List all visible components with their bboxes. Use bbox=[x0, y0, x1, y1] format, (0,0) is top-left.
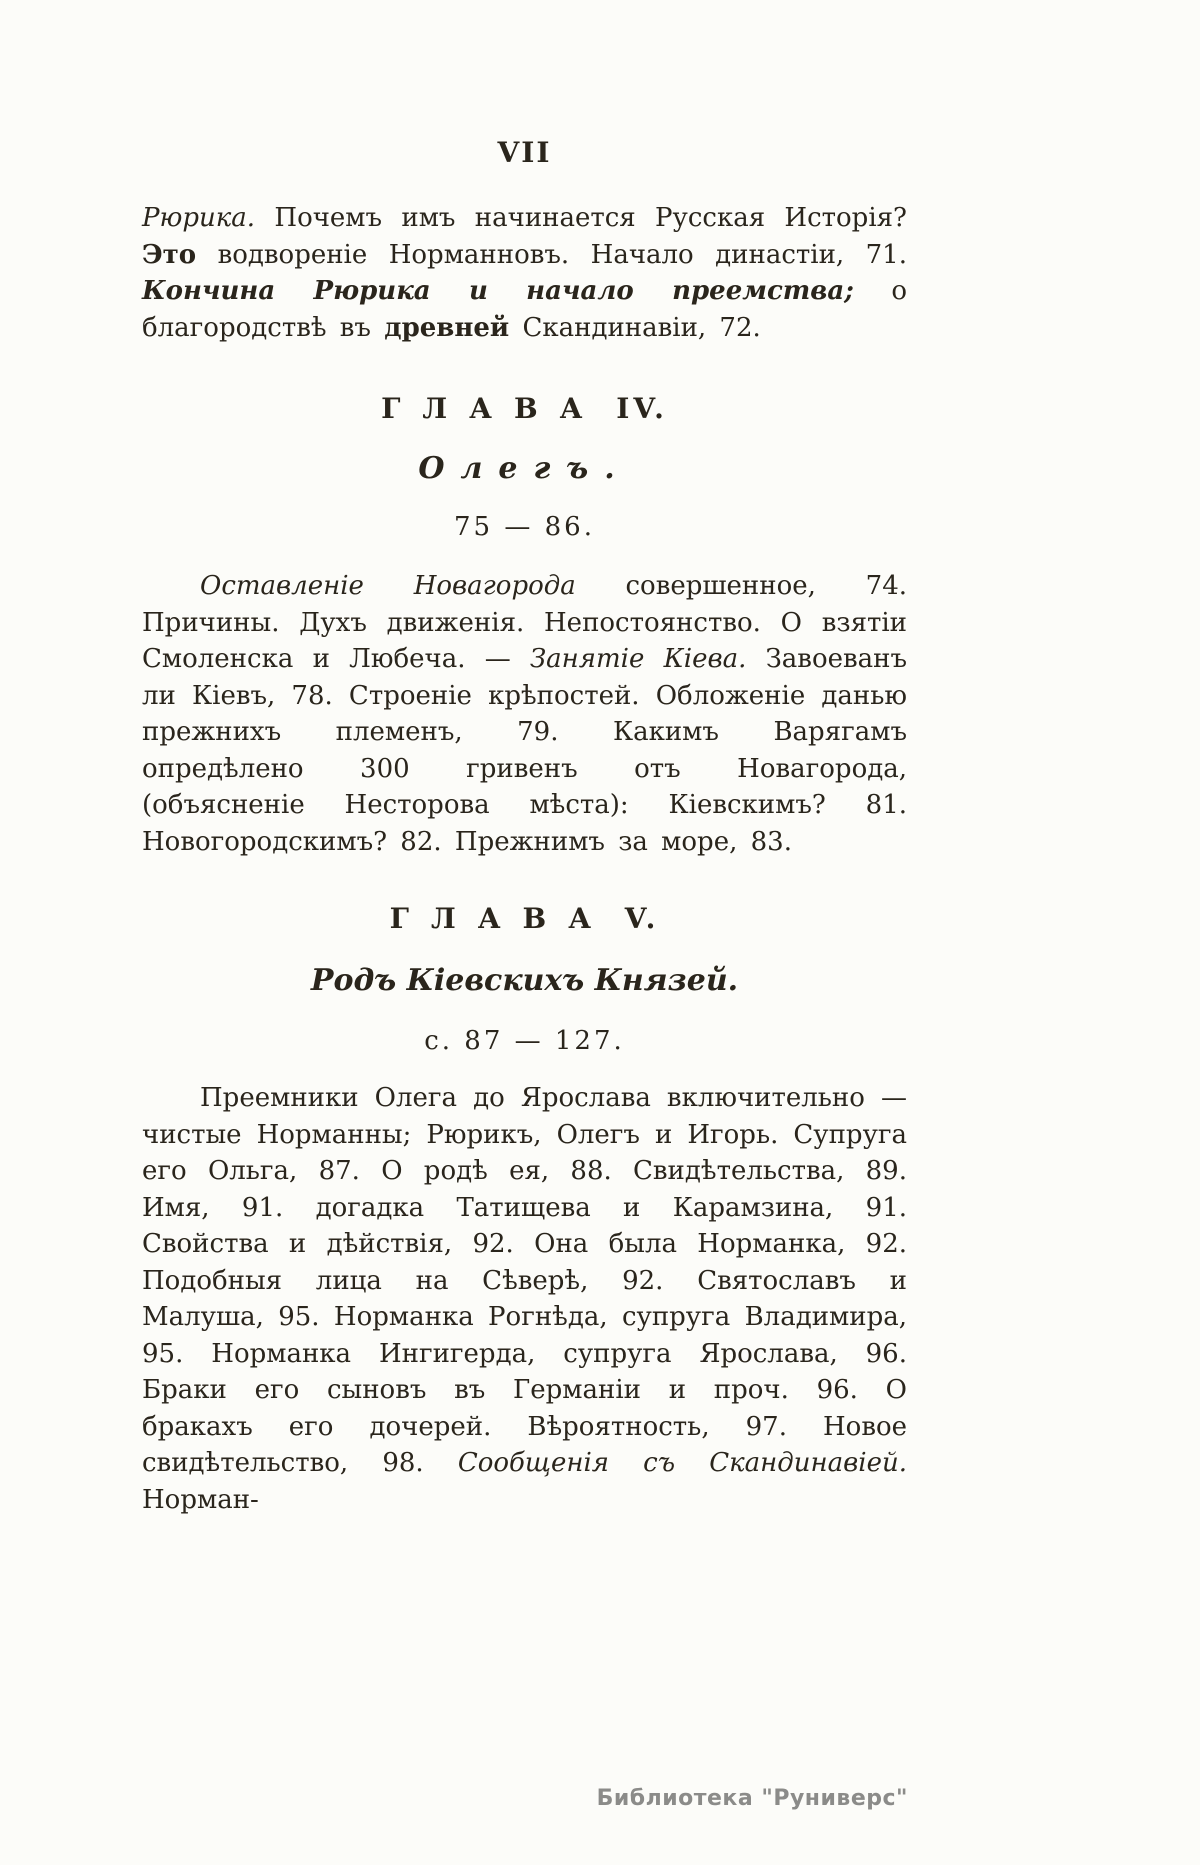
text-segment: Кончина Рюрика и начало преемства; bbox=[142, 276, 854, 306]
page-number: VII bbox=[497, 136, 552, 169]
chapter-4-summary bbox=[142, 568, 907, 860]
chapter-5-summary bbox=[142, 1080, 907, 1518]
library-watermark: Библиотека "Руниверс" bbox=[596, 1786, 908, 1811]
chapter-4-page-range: 75 — 86. bbox=[454, 512, 595, 542]
text-segment: Преемники Олега до Ярослава включительно — чистые Норманны; Рюрикъ, Олегъ и Игорь. Супруга его Ольга, 87. О родѣ ея, 88. Свидѣтельства, 89. Имя, 91. догадка Татищева и Карамзина, 91. Свойства и дѣйствія, 92. Она была Норманка, 92. Подобныя лица на Сѣверѣ, 92. Святославъ и Малуша, 95. Норманка Рогнѣда, супруга Владимира, 95. Норманка Ингигерда, супруга Ярослава, 96. Браки его сыновъ въ Германіи и проч. 96. О бракахъ его дочерей. Вѣроятность, 97. Новое свидѣтельство, 98. bbox=[142, 1083, 907, 1478]
chapter-heading-word: ГЛАВА bbox=[381, 392, 605, 425]
chapter-heading-numeral: IV. bbox=[616, 392, 668, 425]
text-segment: Оставленіе Новагорода bbox=[200, 571, 576, 601]
intro-paragraph bbox=[142, 200, 907, 346]
chapter-4-title: Олегъ. bbox=[418, 451, 631, 486]
text-segment: о благородствѣ въ bbox=[142, 276, 907, 343]
text-segment: Завоеванъ ли Кіевъ, 78. Строеніе крѣпостей. Обложеніе данью прежнихъ племенъ, 79. Какимъ Варягамъ опредѣлено 300 гривенъ отъ Новагорода, (объясненіе Несторова мѣста): Кіевскимъ? 81. Новогородскимъ? 82. Прежнимъ за море, 83. bbox=[142, 644, 907, 857]
chapter-5-title: Родъ Кіевскихъ Князей. bbox=[310, 963, 739, 998]
chapter-5-page-range: с. 87 — 127. bbox=[424, 1026, 625, 1056]
chapter-5-heading bbox=[142, 902, 907, 936]
chapter-5-section bbox=[142, 902, 907, 1518]
text-segment: Скандинавіи, 72. bbox=[509, 312, 761, 343]
chapter-4-heading bbox=[142, 392, 907, 426]
chapter-4-section bbox=[142, 392, 907, 860]
text-segment: Норман- bbox=[142, 1484, 259, 1515]
text-segment: Занятіе Кіева. bbox=[529, 644, 747, 674]
text-segment: водвореніе Норманновъ. Начало династіи, 71. bbox=[196, 239, 907, 270]
text-segment: Почемъ имъ начинается Русская Исторія? bbox=[255, 203, 907, 233]
text-segment: Это bbox=[142, 239, 197, 270]
text-segment: Рюрика. bbox=[142, 203, 256, 233]
chapter-heading-numeral: V. bbox=[624, 902, 660, 935]
chapter-heading-word: ГЛАВА bbox=[389, 902, 614, 935]
text-segment: совершенное, 74. Причины. Духъ движенія. Непостоянство. О взятіи Смоленска и Любеча. — bbox=[142, 571, 907, 674]
text-segment: древней bbox=[384, 312, 510, 343]
text-segment: Сообщенія съ Скандинавіей. bbox=[457, 1448, 907, 1478]
